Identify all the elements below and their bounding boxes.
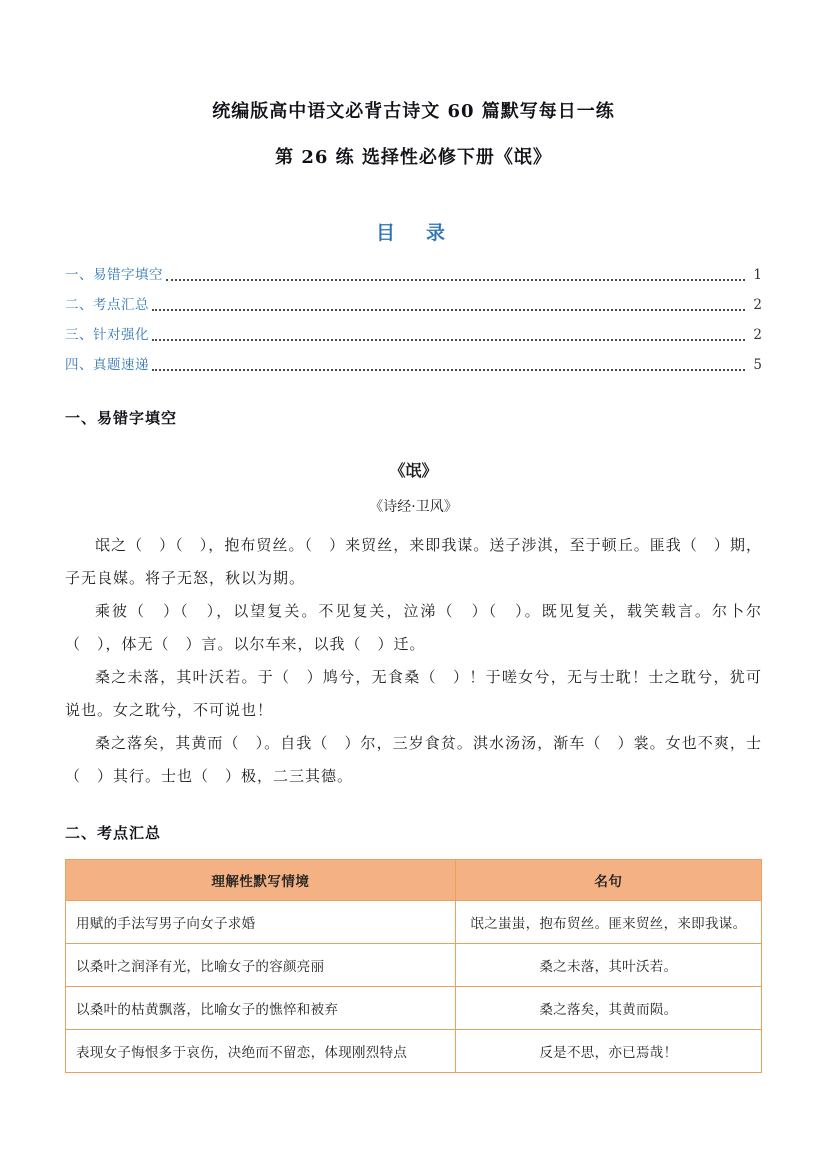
table-header-scenario: 理解性默写情境 (66, 860, 456, 901)
cell-scenario: 以桑叶之润泽有光，比喻女子的容颜亮丽 (66, 944, 456, 987)
toc-leader-dots (152, 369, 745, 371)
poem-paragraph: 氓之（ ）（ ），抱布贸丝。（ ）来贸丝，来即我谋。送子涉淇，至于顿丘。匪我（ ）期，子无良媒。将子无怒，秋以为期。 (65, 536, 762, 587)
toc-item-label: 二、考点汇总 (65, 297, 149, 313)
poem-title: 《氓》 (389, 461, 438, 480)
section-heading-2: 二、考点汇总 (65, 824, 162, 842)
cell-quote: 桑之未落，其叶沃若。 (455, 944, 761, 987)
doc-subtitle: 第 26 练 选择性必修下册《氓》 (275, 147, 552, 168)
cell-quote: 桑之落矣，其黄而陨。 (455, 987, 761, 1030)
poem-source: 《诗经·卫风》 (369, 499, 458, 515)
toc-item-kaodian[interactable] (65, 290, 762, 320)
table-header-row (66, 860, 762, 901)
toc-item-label: 一、易错字填空 (65, 267, 163, 283)
table-header-quote: 名句 (455, 860, 761, 901)
cell-quote: 反是不思，亦已焉哉！ (455, 1030, 761, 1073)
toc-item-zhenti[interactable] (65, 350, 762, 380)
table-row (66, 901, 762, 944)
toc-leader-dots (166, 279, 745, 281)
toc-page-number: 5 (753, 357, 762, 373)
doc-title: 统编版高中语文必背古诗文 60 篇默写每日一练 (212, 101, 615, 122)
table-row (66, 944, 762, 987)
poem-body (65, 529, 762, 793)
poem-paragraph: 桑之未落，其叶沃若。于（ ）鸠兮，无食桑（ ）！于嗟女兮，无与士耽！士之耽兮，犹可说也。女之耽兮，不可说也！ (65, 668, 762, 719)
toc-title: 目 录 (375, 222, 451, 244)
toc-page-number: 2 (753, 327, 762, 343)
toc-item-zhendui[interactable] (65, 320, 762, 350)
toc-leader-dots (152, 309, 745, 311)
toc-item-yicuozi[interactable] (65, 260, 762, 290)
section-heading-1: 一、易错字填空 (65, 409, 178, 427)
kaodian-summary-table (65, 859, 762, 1073)
toc-page-number: 1 (753, 267, 762, 283)
table-of-contents (65, 260, 762, 380)
toc-leader-dots (152, 339, 745, 341)
cell-quote: 氓之蚩蚩，抱布贸丝。匪来贸丝，来即我谋。 (455, 901, 761, 944)
cell-scenario: 用赋的手法写男子向女子求婚 (66, 901, 456, 944)
cell-scenario: 以桑叶的枯黄飘落，比喻女子的憔悴和被弃 (66, 987, 456, 1030)
poem-paragraph: 桑之落矣，其黄而（ ）。自我（ ）尔，三岁食贫。淇水汤汤，渐车（ ）裳。女也不爽，士（ ）其行。士也（ ）极，二三其德。 (65, 734, 762, 785)
table-row (66, 1030, 762, 1073)
toc-page-number: 2 (753, 297, 762, 313)
table-row (66, 987, 762, 1030)
poem-paragraph: 乘彼（ ）（ ），以望复关。不见复关，泣涕（ ）（ ）。既见复关，载笑载言。尔卜尔（ ），体无（ ）言。以尔车来，以我（ ）迁。 (65, 602, 762, 653)
toc-item-label: 四、真题速递 (65, 357, 149, 373)
toc-item-label: 三、针对强化 (65, 327, 149, 343)
cell-scenario: 表现女子悔恨多于哀伤，决绝而不留恋，体现刚烈特点 (66, 1030, 456, 1073)
